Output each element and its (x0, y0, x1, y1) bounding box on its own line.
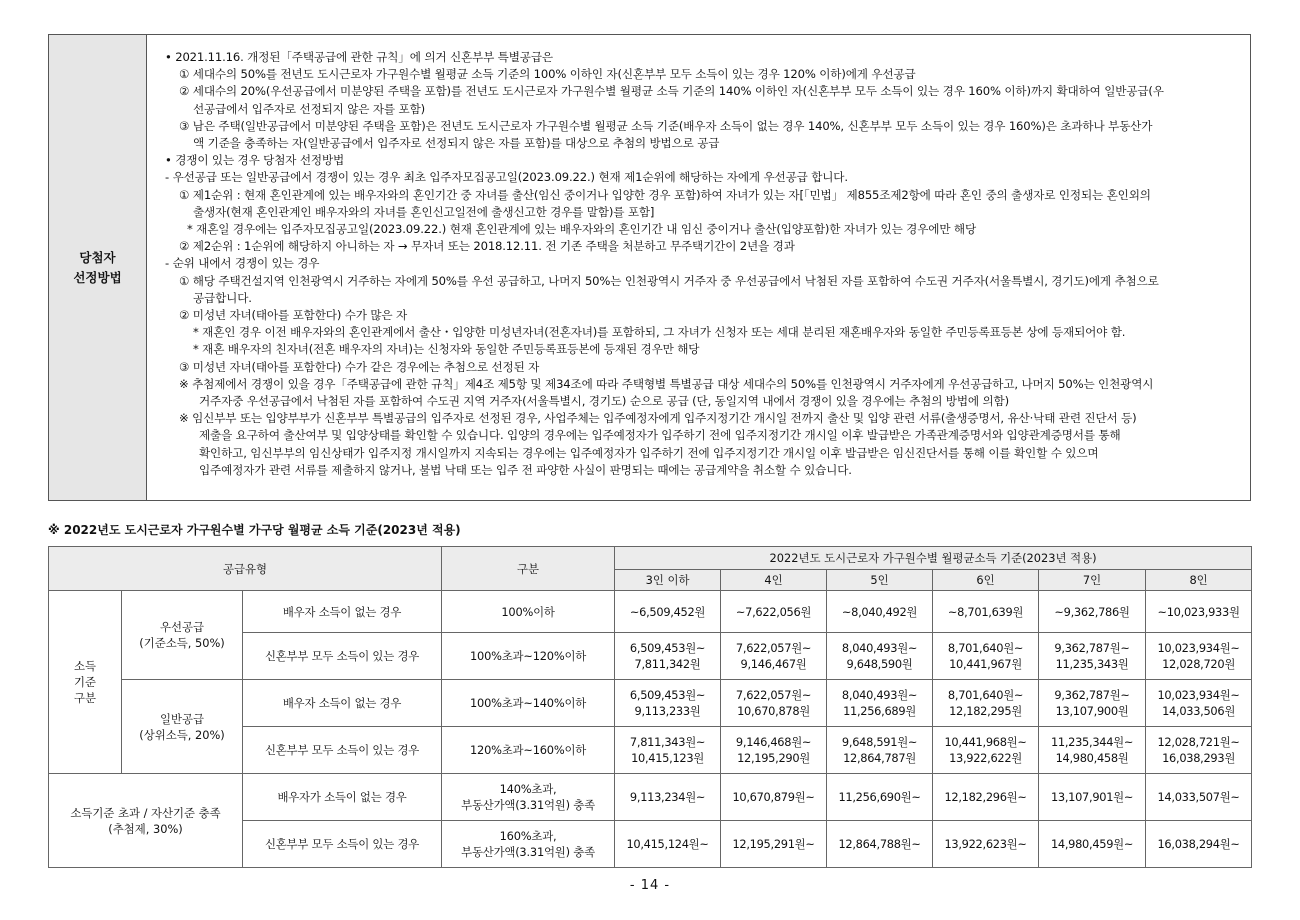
income-value-cell: 8,040,493원~ 9,648,590원 (827, 633, 933, 680)
rule-line: ① 제1순위 : 현재 혼인관계에 있는 배우자와의 혼인기간 중 자녀를 출산(임신 중이거나 입양한 경우 포함)하여 자녀가 있는 자[「민법」 제855조제2항에 따라 혼인 중의 출생자로 인정되는 혼인외의 (179, 187, 1151, 202)
household-size-header: 6인 (933, 570, 1039, 591)
income-value-cell: 9,362,787원~ 11,235,343원 (1039, 633, 1146, 680)
income-division: 160%초과, 부동산가액(3.31억원) 충족 (442, 821, 615, 868)
income-value-cell: 7,811,343원~ 10,415,123원 (615, 727, 721, 774)
rule-line: - 우선공급 또는 일반공급에서 경쟁이 있는 경우 최초 입주자모집공고일(2023.09.22.) 현재 제1순위에 해당하는 자에게 우선공급 합니다. (165, 170, 848, 185)
rules-header-cell (49, 35, 147, 501)
general-supply-label: 일반공급 (상위소득, 20%) (122, 680, 243, 774)
lottery-supply-label: 소득기준 초과 / 자산기준 충족 (추첨제, 30%) (49, 774, 243, 868)
income-value-cell: 14,980,459원~ (1039, 821, 1146, 868)
rule-line: 출생자(현재 혼인관계인 배우자와의 자녀를 혼인신고일전에 출생신고한 경우를 말함)를 포함] (193, 204, 655, 219)
income-value-cell: 12,195,291원~ (721, 821, 827, 868)
rule-line: ③ 남은 주택(일반공급에서 미분양된 주택을 포함)은 전년도 도시근로자 가구원수별 월평균 소득 기준(배우자 소득이 없는 경우 140%, 신혼부부 모두 소득이 있는 경우 160%)은 초과하나 부동산가 (179, 118, 1153, 133)
income-side-label: 소득 기준 구분 (49, 591, 122, 774)
rule-line: ② 미성년 자녀(태아를 포함한다) 수가 많은 자 (179, 308, 408, 323)
income-value-cell: 7,622,057원~ 9,146,467원 (721, 633, 827, 680)
rule-line: 액 기준을 충족하는 자(일반공급에서 입주자로 선정되지 않은 자를 포함)를 대상으로 추첨의 방법으로 공급 (193, 136, 720, 151)
income-value-cell: ~9,362,786원 (1039, 591, 1146, 633)
income-value-cell: 10,023,934원~ 14,033,506원 (1146, 680, 1252, 727)
rule-line: 선공급에서 입주자로 선정되지 않은 자를 포함) (193, 101, 425, 116)
income-value-cell: 9,113,234원~ (615, 774, 721, 821)
household-size-header: 4인 (721, 570, 827, 591)
income-value-cell: ~6,509,452원 (615, 591, 721, 633)
rule-line: ② 제2순위 : 1순위에 해당하지 아니하는 자 → 무자녀 또는 2018.12.11. 전 기존 주택을 처분하고 무주택기간이 2년을 경과 (179, 239, 795, 254)
income-condition: 배우자 소득이 없는 경우 (243, 680, 442, 727)
rule-line: ※ 임신부부 또는 입양부부가 신혼부부 특별공급의 입주자로 선정된 경우, 사업주체는 입주예정자에게 입주지정기간 개시일 전까지 출산 및 입양 관련 서류(출생증명서, 유산·낙태 관련 진단서 등) (179, 411, 1137, 426)
header-division: 구분 (442, 547, 615, 591)
household-size-header: 7인 (1039, 570, 1146, 591)
income-division: 140%초과, 부동산가액(3.31억원) 충족 (442, 774, 615, 821)
income-value-cell: 12,182,296원~ (933, 774, 1039, 821)
table-row (49, 591, 1252, 633)
income-value-cell: 9,146,468원~ 12,195,290원 (721, 727, 827, 774)
income-value-cell: 8,701,640원~ 12,182,295원 (933, 680, 1039, 727)
document-page (48, 34, 1251, 868)
income-value-cell: 12,864,788원~ (827, 821, 933, 868)
household-size-header: 8인 (1146, 570, 1252, 591)
income-division: 100%이하 (442, 591, 615, 633)
income-value-cell: ~10,023,933원 (1146, 591, 1252, 633)
income-value-cell: 13,922,623원~ (933, 821, 1039, 868)
table-row (49, 680, 1252, 727)
rules-header-line-1: 당첨자 (79, 249, 116, 265)
income-value-cell: 10,441,968원~ 13,922,622원 (933, 727, 1039, 774)
income-value-cell: 9,648,591원~ 12,864,787원 (827, 727, 933, 774)
header-income-group: 2022년도 도시근로자 가구원수별 월평균소득 기준(2023년 적용) (615, 547, 1252, 570)
rule-line: 공급합니다. (193, 290, 252, 305)
income-value-cell: 16,038,294원~ (1146, 821, 1252, 868)
rule-line: * 재혼인 경우 이전 배우자와의 혼인관계에서 출산・입양한 미성년자녀(전혼자녀)를 포함하되, 그 자녀가 신청자 또는 세대 분리된 재혼배우자와 동일한 주민등록표등본 상에 등재되어야 함. (193, 325, 1126, 340)
rule-line: • 2021.11.16. 개정된「주택공급에 관한 규칙」에 의거 신혼부부 특별공급은 (165, 50, 553, 64)
income-division: 120%초과~160%이하 (442, 727, 615, 774)
income-value-cell: ~7,622,056원 (721, 591, 827, 633)
income-value-cell: 6,509,453원~ 9,113,233원 (615, 680, 721, 727)
priority-supply-label: 우선공급 (기준소득, 50%) (122, 591, 243, 680)
rule-line: ※ 추첨제에서 경쟁이 있을 경우「주택공급에 관한 규칙」제4조 제5항 및 제34조에 따라 주택형별 특별공급 대상 세대수의 50%를 인천광역시 거주자에게 우선공급하고, 나머지 50%는 인천광역시 (179, 376, 1154, 391)
income-value-cell: 11,235,344원~ 14,980,458원 (1039, 727, 1146, 774)
income-value-cell: ~8,040,492원 (827, 591, 933, 633)
income-value-cell: 10,023,934원~ 12,028,720원 (1146, 633, 1252, 680)
rules-header-line-2: 선정방법 (73, 269, 122, 285)
income-table-title: ※ 2022년도 도시근로자 가구원수별 가구당 월평균 소득 기준(2023년 적용) (48, 523, 461, 537)
income-value-cell: 8,040,493원~ 11,256,689원 (827, 680, 933, 727)
income-value-cell: 14,033,507원~ (1146, 774, 1252, 821)
rule-line: • 경쟁이 있는 경우 당첨자 선정방법 (165, 153, 345, 168)
rule-line: ① 해당 주택건설지역 인천광역시 거주하는 자에게 50%를 우선 공급하고, 나머지 50%는 인천광역시 거주자 중 우선공급에서 낙첨된 자를 포함하여 수도권 거주자(서울특별시, 경기도)에게 추첨으로 (179, 273, 1159, 288)
income-criteria-table (48, 546, 1252, 868)
income-value-cell: 10,415,124원~ (615, 821, 721, 868)
winner-selection-rules-box (48, 34, 1251, 501)
income-condition: 배우자가 소득이 없는 경우 (243, 774, 442, 821)
rule-line: 입주예정자가 관련 서류를 제출하지 않거나, 불법 낙태 또는 입주 전 파양한 사실이 판명되는 때에는 공급계약을 취소할 수 있습니다. (199, 462, 852, 477)
rule-line: 거주자중 우선공급에서 낙첨된 자를 포함하여 수도권 지역 거주자(서울특별시, 경기도) 순으로 공급 (단, 동일지역 내에서 경쟁이 있을 경우에는 추첨의 방법에 의함) (199, 394, 1009, 409)
rule-line: * 재혼일 경우에는 입주자모집공고일(2023.09.22.) 현재 혼인관계에 있는 배우자와의 혼인기간 내 임신 중이거나 출산(입양포함)한 자녀가 있는 경우에만 해당 (187, 222, 977, 237)
income-value-cell: 7,622,057원~ 10,670,878원 (721, 680, 827, 727)
rule-line: * 재혼 배우자의 친자녀(전혼 배우자의 자녀)는 신청자와 동일한 주민등록표등본에 등재된 경우만 해당 (193, 342, 700, 357)
rule-line: - 순위 내에서 경쟁이 있는 경우 (165, 256, 320, 271)
rule-line: 확인하고, 임신부부의 임신상태가 입주지정 개시일까지 지속되는 경우에는 입주예정자가 입주하기 전에 입주지정기간 개시일 이후 발급받은 임신진단서를 통해 이를 확인할 수 있으며 (199, 445, 1099, 460)
household-size-header: 3인 이하 (615, 570, 721, 591)
table-row (49, 774, 1252, 821)
income-value-cell: 6,509,453원~ 7,811,342원 (615, 633, 721, 680)
rule-line: ② 세대수의 20%(우선공급에서 미분양된 주택을 포함)를 전년도 도시근로자 가구원수별 월평균 소득 기준의 140% 이하인 자(신혼부부 모두 소득이 있는 경우 160% 이하)까지 확대하여 일반공급(우 (179, 84, 1164, 99)
income-value-cell: 12,028,721원~ 16,038,293원 (1146, 727, 1252, 774)
income-value-cell: 11,256,690원~ (827, 774, 933, 821)
income-condition: 배우자 소득이 없는 경우 (243, 591, 442, 633)
rule-line: ③ 미성년 자녀(태아를 포함한다) 수가 같은 경우에는 추첨으로 선정된 자 (179, 359, 540, 374)
income-condition: 신혼부부 모두 소득이 있는 경우 (243, 633, 442, 680)
rule-line: 제출을 요구하여 출산여부 및 입양상태를 확인할 수 있습니다. 입양의 경우에는 입주예정자가 입주하기 전에 입주지정기간 개시일 이후 발급받은 가족관계증명서와 입양관계증명서를 통해 (199, 428, 1121, 443)
rules-body (147, 35, 1251, 501)
household-size-header: 5인 (827, 570, 933, 591)
income-value-cell: 13,107,901원~ (1039, 774, 1146, 821)
income-value-cell: 9,362,787원~ 13,107,900원 (1039, 680, 1146, 727)
page-number: - 14 - (629, 878, 671, 893)
income-condition: 신혼부부 모두 소득이 있는 경우 (243, 821, 442, 868)
income-value-cell: 8,701,640원~ 10,441,967원 (933, 633, 1039, 680)
header-supply-type: 공급유형 (49, 547, 442, 591)
income-division: 100%초과~120%이하 (442, 633, 615, 680)
income-value-cell: ~8,701,639원 (933, 591, 1039, 633)
rule-line: ① 세대수의 50%를 전년도 도시근로자 가구원수별 월평균 소득 기준의 100% 이하인 자(신혼부부 모두 소득이 있는 경우 120% 이하)에게 우선공급 (179, 67, 916, 82)
income-division: 100%초과~140%이하 (442, 680, 615, 727)
income-condition: 신혼부부 모두 소득이 있는 경우 (243, 727, 442, 774)
income-value-cell: 10,670,879원~ (721, 774, 827, 821)
